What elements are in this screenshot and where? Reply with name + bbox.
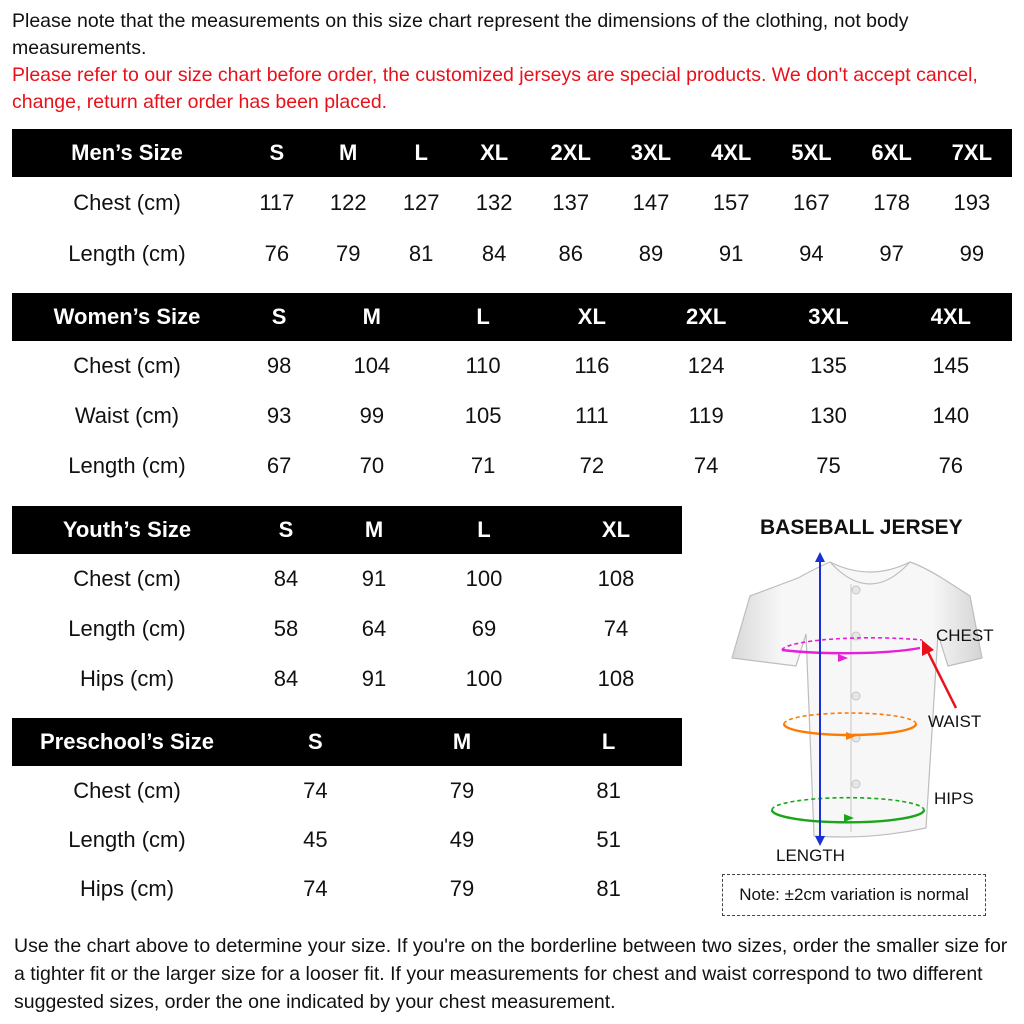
- size-header: S: [242, 129, 312, 177]
- measurement-cell: 111: [575, 403, 609, 428]
- measurement-cell: 104: [353, 353, 391, 378]
- measurement-cell: 70: [359, 453, 385, 478]
- row-label: Length (cm): [68, 240, 186, 266]
- table-row: [12, 766, 682, 815]
- size-header: 3XL: [767, 293, 889, 341]
- size-header: L: [385, 129, 458, 177]
- size-header: M: [389, 718, 536, 766]
- measurement-cell: 86: [558, 240, 583, 266]
- measurement-cell: 81: [596, 875, 621, 901]
- row-label: Chest (cm): [73, 189, 181, 215]
- size-header: M: [312, 129, 385, 177]
- measurement-cell: 110: [465, 353, 501, 378]
- measurement-cell: 49: [449, 826, 475, 852]
- row-label: Length (cm): [68, 826, 186, 852]
- measurement-cell: 67: [266, 453, 292, 478]
- row-label: Hips (cm): [79, 666, 175, 691]
- sizing-advice: Use the chart above to determine your size. If you're on the borderline between two sizes, order the smaller size for a tighter fit or the larger size for a looser fit. If your measurements for chest and waist correspond to two different suggested sizes, order the one indicated by your chest measurement.: [14, 935, 1008, 1013]
- variation-note: Note: ±2cm variation is normal: [722, 874, 986, 916]
- measurement-cell: 140: [932, 403, 970, 428]
- waist-label: WAIST: [928, 712, 982, 731]
- table-row: [12, 391, 1012, 441]
- table-title: Men’s Size: [12, 129, 242, 177]
- measurement-cell: 122: [329, 189, 367, 215]
- size-header: M: [316, 293, 427, 341]
- measurement-cell: 117: [259, 189, 295, 215]
- measurement-cell: 105: [464, 403, 502, 428]
- table-row: [12, 341, 1012, 391]
- table-row: [12, 864, 682, 913]
- measurement-cell: 74: [303, 777, 328, 803]
- measurement-cell: 91: [361, 566, 387, 591]
- measurement-cell: 99: [959, 240, 985, 266]
- measurement-cell: 72: [579, 453, 605, 478]
- measurement-cell: 74: [693, 453, 719, 478]
- measurement-cell: 76: [264, 240, 290, 266]
- measurement-cell: 108: [597, 566, 635, 591]
- measurement-cell: 91: [361, 666, 387, 691]
- size-header: XL: [458, 129, 531, 177]
- chest-label: CHEST: [936, 626, 994, 645]
- size-header: S: [242, 293, 316, 341]
- table-row: [12, 177, 1012, 228]
- measurement-cell: 93: [266, 403, 292, 428]
- table-row: [12, 441, 1012, 491]
- measurement-cell: 58: [273, 616, 299, 641]
- length-label: LENGTH: [776, 846, 845, 865]
- measurement-cell: 89: [638, 240, 664, 266]
- size-header: XL: [539, 293, 645, 341]
- table-row: [12, 554, 682, 604]
- size-header: 2XL: [645, 293, 767, 341]
- measurement-cell: 76: [938, 453, 964, 478]
- measurement-cell: 193: [953, 189, 991, 215]
- measurement-cell: 147: [632, 189, 670, 215]
- size-header: 4XL: [691, 129, 771, 177]
- table-row: [12, 815, 682, 864]
- size-header: L: [427, 293, 538, 341]
- row-label: Hips (cm): [79, 875, 175, 901]
- measurement-cell: 157: [712, 189, 750, 215]
- row-label: Length (cm): [68, 453, 186, 478]
- intro-notice: Please note that the measurements on this size chart represent the dimensions of the clothing, not body measurements.: [12, 10, 909, 59]
- measurement-cell: 132: [475, 189, 513, 215]
- measurement-cell: 79: [449, 777, 475, 803]
- measurement-cell: 64: [361, 616, 387, 641]
- table-row: [12, 604, 682, 654]
- row-label: Waist (cm): [74, 403, 180, 428]
- table-header-row: [12, 506, 682, 554]
- measurement-cell: 98: [266, 353, 292, 378]
- row-label: Chest (cm): [73, 566, 181, 591]
- measurement-cell: 81: [408, 240, 434, 266]
- measurement-cell: 130: [810, 403, 847, 428]
- measurement-cell: 75: [816, 453, 841, 478]
- jersey-diagram: [720, 548, 1020, 868]
- size-header: M: [330, 506, 418, 554]
- size-header: 2XL: [531, 129, 611, 177]
- table-header-row: [12, 718, 682, 766]
- measurement-cell: 167: [793, 189, 830, 215]
- measurement-cell: 45: [303, 826, 328, 852]
- size-header: 5XL: [771, 129, 851, 177]
- measurement-cell: 137: [552, 189, 590, 215]
- size-header: 6XL: [852, 129, 932, 177]
- row-label: Chest (cm): [73, 353, 181, 378]
- size-header: S: [242, 506, 330, 554]
- table-row: [12, 228, 1012, 279]
- measurement-cell: 145: [932, 353, 970, 378]
- measurement-cell: 69: [471, 616, 497, 641]
- measurement-cell: 84: [481, 240, 507, 266]
- preschool-size-table: [12, 718, 682, 913]
- measurement-cell: 79: [449, 875, 475, 901]
- size-header: 3XL: [611, 129, 691, 177]
- mens-size-table: [12, 129, 1012, 279]
- measurement-cell: 127: [402, 189, 440, 215]
- table-header-row: [12, 129, 1012, 177]
- size-header: L: [535, 718, 682, 766]
- table-row: [12, 654, 682, 704]
- measurement-cell: 74: [603, 616, 629, 641]
- table-title: Women’s Size: [12, 293, 242, 341]
- measurement-cell: 84: [273, 666, 299, 691]
- measurement-cell: 71: [470, 453, 496, 478]
- intro-warning: Please refer to our size chart before order, the customized jerseys are special products. We don't accept cancel, change, return after order has been placed.: [12, 64, 978, 113]
- measurement-cell: 135: [810, 353, 847, 378]
- measurement-cell: 51: [596, 826, 621, 852]
- diagram-title: BASEBALL JERSEY: [760, 516, 963, 539]
- measurement-cell: 84: [273, 566, 299, 591]
- table-title: Youth’s Size: [12, 506, 242, 554]
- measurement-cell: 79: [335, 240, 361, 266]
- size-header: XL: [550, 506, 682, 554]
- measurement-cell: 116: [574, 353, 610, 378]
- measurement-cell: 97: [879, 240, 904, 266]
- measurement-cell: 178: [873, 189, 910, 215]
- measurement-cell: 100: [465, 666, 503, 691]
- row-label: Chest (cm): [73, 777, 181, 803]
- row-label: Length (cm): [68, 616, 186, 641]
- size-header: L: [418, 506, 550, 554]
- size-header: 7XL: [932, 129, 1012, 177]
- table-header-row: [12, 293, 1012, 341]
- hips-label: HIPS: [934, 789, 974, 808]
- measurement-cell: 124: [687, 353, 725, 378]
- measurement-cell: 99: [359, 403, 385, 428]
- size-header: 4XL: [890, 293, 1012, 341]
- measurement-cell: 100: [465, 566, 503, 591]
- intro-text: [12, 8, 1012, 116]
- youth-size-table: [12, 506, 682, 704]
- measurement-cell: 81: [596, 777, 621, 803]
- measurement-cell: 91: [718, 240, 744, 266]
- measurement-cell: 108: [597, 666, 635, 691]
- table-title: Preschool’s Size: [12, 718, 242, 766]
- size-header: S: [242, 718, 389, 766]
- womens-size-table: [12, 293, 1012, 491]
- measurement-cell: 94: [799, 240, 824, 266]
- measurement-cell: 74: [303, 875, 328, 901]
- measurement-cell: 119: [688, 403, 724, 428]
